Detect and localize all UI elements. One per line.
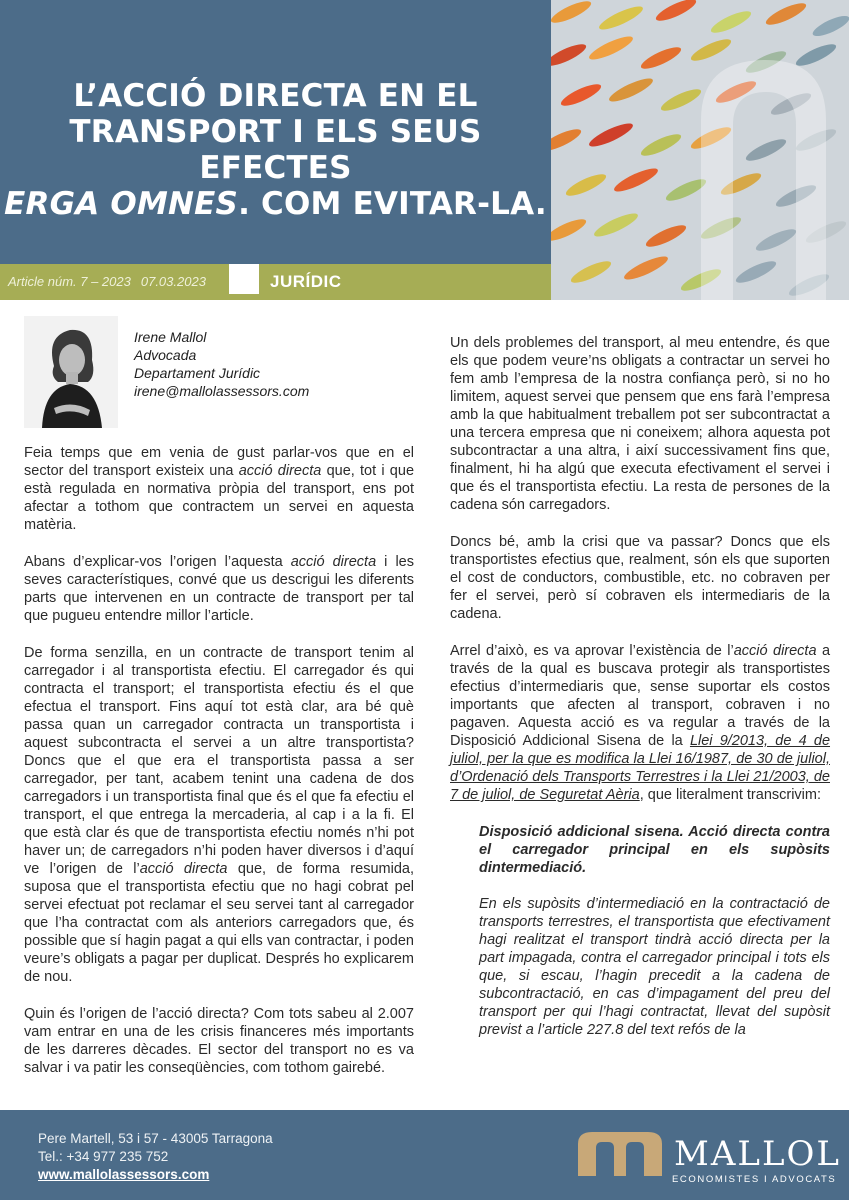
title-line-1: L’ACCIÓ DIRECTA EN EL	[73, 78, 478, 114]
article-meta	[8, 274, 206, 289]
article-date: 07.03.2023	[140, 274, 206, 289]
header-fish-image	[551, 0, 849, 300]
author-department: Departament Jurídic	[134, 365, 261, 381]
contact-info	[38, 1130, 273, 1184]
quote-title: Disposició addicional sisena. Acció directa contra el carregador principal en els supòsits dintermediació.	[479, 824, 830, 876]
logo-mark-icon	[578, 1130, 662, 1176]
article-category: JURÍDIC	[270, 272, 342, 291]
author-email[interactable]: irene@mallolassessors.com	[134, 383, 310, 399]
logo-name: MALLOL	[674, 1134, 841, 1174]
right-column	[450, 334, 830, 1039]
article-title	[0, 78, 551, 222]
address: Pere Martell, 53 i 57 - 43005 Tarragona	[38, 1131, 273, 1146]
author-name: Irene Mallol	[134, 329, 207, 345]
fish-illustration	[551, 0, 849, 300]
title-line-3	[0, 186, 551, 222]
mallol-logo	[578, 1126, 841, 1188]
title-line-2: TRANSPORT I ELS SEUS EFECTES	[69, 114, 482, 186]
author-role: Advocada	[134, 347, 197, 363]
paragraph: De forma senzilla, en un contracte de transport tenim al carregador i al transportista efectiu. El carregador és qui contracta el transport; el transportista efectiu és el que efectua el transport. Fins aquí tot està clar, ara bé què passa quan un carregador contracta un transportista i aquest subcontracta el servei a un altre transportista? Doncs que el que era el transportista passa a ser carregador, per tant, acabem tenint una cadena de dos carregadors i un transportista final que és el que fa efectiu el transport, el que entrega la mercaderia, al cap i a la fi. El que està clar és que de transportista efectiu només n’hi pot haver un; de carregadors n’hi poden haver diversos i d’aquí ve l’origen de l’acció directa que, de forma resumida, suposa que el transportista efectiu que no hagi cobrat pel servei efectuat pot reclamar el seu servei tant al carregador que l’ha contractat com als anteriors carregadors que, és possible que sí hagin pagat a qui ells van contractar, i poden veure’s obligats a pagar per duplicat. Després ho explicarem de nou.	[24, 645, 414, 985]
footer	[0, 1110, 849, 1200]
article-meta-bar	[0, 264, 551, 300]
law-quote	[479, 823, 830, 1039]
paragraph: Abans d’explicar-vos l’origen l’aquesta acció directa i les seves característiques, convé que us descrigui les diferents parts que intervenen en un contracte de transport per tal que pugueu entendre millor l’article.	[24, 554, 414, 624]
paragraph: Quin és l’origen de l’acció directa? Com tots sabeu al 2.007 vam entrar en una de les crisis financeres més importants de les darreres dècades. El sector del transport no es va salvar i va patir les conseqüències, com tothom gairebé.	[24, 1006, 414, 1076]
author-block	[134, 328, 309, 400]
phone: Tel.: +34 977 235 752	[38, 1149, 169, 1164]
paragraph: Feia temps que em venia de gust parlar-vos que en el sector del transport existeix una acció directa que, tot i que està regulada en normativa pròpia del transport, ens pot afectar a tothom que contractem un servei en aquesta matèria.	[24, 445, 415, 533]
paragraph: Doncs bé, amb la crisi que va passar? Doncs que els transportistes efectius que, realment, són els que suporten el cost de conductors, combustible, etc. no cobraven per fer el servei, però sí cobraven els intermediaris de la cadena.	[450, 534, 830, 622]
law-link[interactable]: Llei 9/2013, de 4 de juliol, per la que es modifica la Llei 16/1987, de 30 de juliol, d’Ordenació dels Transports Terrestres i la Llei 21/2003, de 7 de juliol, de Seguretat Aèria	[450, 733, 831, 803]
left-column	[24, 444, 414, 1096]
title-italic: ERGA OMNES	[4, 186, 239, 222]
quote-body: En els supòsits d’intermediació en la contractació de transports terrestres, el transportista que efectivament hagi realitzat el transport tindrà acció directa per la part impagada, contra el carregador principal i tots els que, si escau, l’hagin precedit a la cadena de subcontractació, en cas d’impagament del preu del transport per qui l’hagi contractat, llevat del supòsit previst a l’article 227.8 del text refós de la	[479, 896, 830, 1038]
header-banner	[0, 0, 551, 264]
website-link[interactable]: www.mallolassessors.com	[38, 1167, 210, 1182]
paragraph: Arrel d’això, es va aprovar l’existència de l’acció directa a través de la qual es buscava protegir als transportistes efectius d’intermediaris que, sense suportar els costos importants que afecten al transport, cobraven i no pagaven. Aquesta acció es va regular a través de la Disposició Addicional Sisena de la Llei 9/2013, de 4 de juliol, per la que es modifica la Llei 16/1987, de 30 de juliol, d’Ordenació dels Transports Terrestres i la Llei 21/2003, de 7 de juliol, de Seguretat Aèria, que literalment transcrivim:	[450, 643, 831, 803]
logo-subtitle: ECONOMISTES I ADVOCATS	[672, 1174, 837, 1185]
paragraph: Un dels problemes del transport, al meu entendre, és que els que podem veure’ns obligats a contractar un servei ho fem amb l’empresa de la nostra confiança però, si no ho limitem, aquest servei que pensem que ens farà l’empresa amb la que habitualment treballem pot ser subcontractat a una tercera empresa que ni coneixem; alhora aquesta pot subcontractar a una altra, i així successivament fins que, finalment, hi ha algú que executa efectivament el servei i que és el transportista efectiu. La resta de persones de la cadena són carregadors.	[450, 335, 830, 513]
meta-separator-box	[229, 264, 259, 294]
article-number: Article núm. 7 – 2023	[8, 274, 131, 289]
title-rest: . COM EVITAR-LA.	[238, 186, 547, 222]
author-photo	[24, 316, 118, 428]
